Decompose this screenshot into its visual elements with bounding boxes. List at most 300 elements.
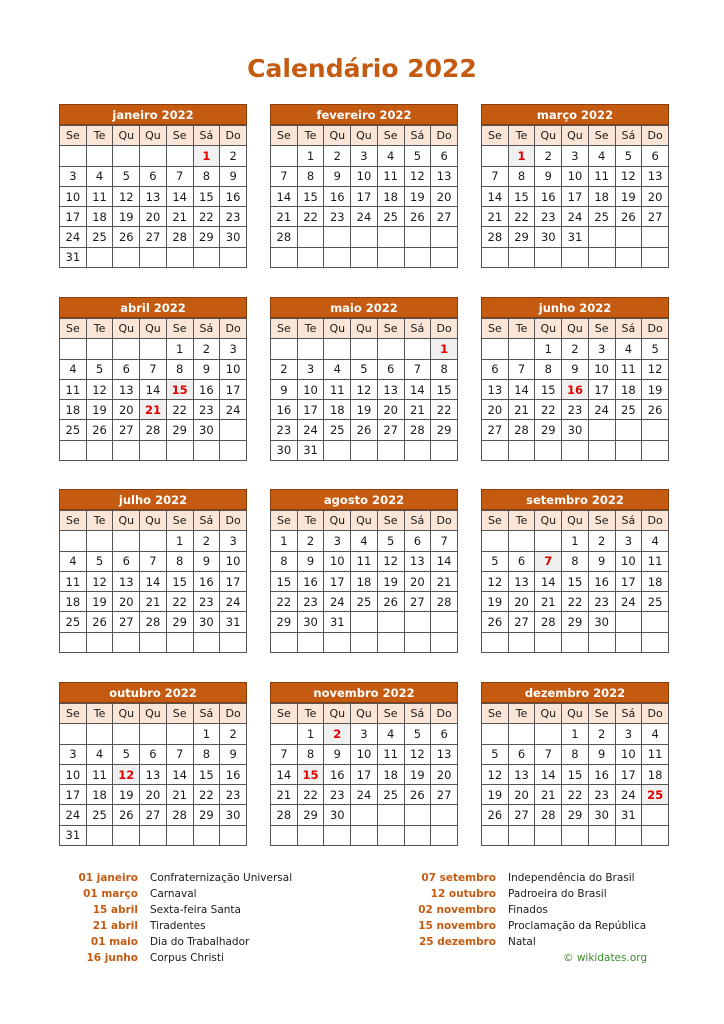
day-cell: 7: [166, 166, 193, 186]
day-cell: 6: [431, 724, 458, 744]
holiday-day-cell: 25: [642, 785, 669, 805]
day-cell: 9: [562, 359, 589, 379]
day-cell: 20: [431, 764, 458, 784]
day-cell: 21: [404, 400, 431, 420]
weekday-header: Te: [297, 704, 324, 724]
day-cell: 11: [377, 166, 404, 186]
weekday-header: Do: [642, 126, 669, 146]
day-cell: 19: [113, 207, 140, 227]
empty-cell: [482, 247, 509, 267]
day-cell: 12: [615, 166, 642, 186]
empty-cell: [351, 612, 378, 632]
empty-cell: [377, 339, 404, 359]
holiday-date: 01 maio: [90, 936, 138, 948]
month-table: [270, 510, 458, 653]
empty-cell: [351, 632, 378, 652]
day-cell: 26: [404, 785, 431, 805]
empty-cell: [615, 632, 642, 652]
holiday-date: 25 dezembro: [419, 936, 496, 948]
day-cell: 26: [642, 400, 669, 420]
holiday-list-left: [38, 870, 292, 966]
weekday-header: Sá: [615, 126, 642, 146]
holiday-day-cell: 1: [431, 339, 458, 359]
day-cell: 9: [588, 744, 615, 764]
day-cell: 10: [351, 166, 378, 186]
day-cell: 25: [324, 420, 351, 440]
day-cell: 13: [508, 764, 535, 784]
empty-cell: [86, 146, 113, 166]
weekday-header: Qu: [351, 126, 378, 146]
day-cell: 28: [431, 592, 458, 612]
month-4: [270, 297, 458, 461]
day-cell: 17: [351, 186, 378, 206]
empty-cell: [271, 825, 298, 845]
day-cell: 18: [324, 400, 351, 420]
day-cell: 23: [588, 592, 615, 612]
empty-cell: [297, 825, 324, 845]
day-cell: 30: [324, 805, 351, 825]
month-title: fevereiro 2022: [270, 104, 458, 125]
day-cell: 8: [297, 744, 324, 764]
weekday-header: Te: [86, 126, 113, 146]
weekday-header: Do: [642, 511, 669, 531]
day-cell: 23: [271, 420, 298, 440]
empty-cell: [351, 247, 378, 267]
day-cell: 16: [588, 764, 615, 784]
day-cell: 11: [642, 551, 669, 571]
day-cell: 10: [562, 166, 589, 186]
day-cell: 14: [508, 379, 535, 399]
day-cell: 2: [193, 531, 220, 551]
day-cell: 3: [60, 744, 87, 764]
weekday-header: Qu: [535, 319, 562, 339]
day-cell: 25: [60, 420, 87, 440]
day-cell: 25: [351, 592, 378, 612]
empty-cell: [535, 724, 562, 744]
weekday-header: Te: [508, 126, 535, 146]
weekday-header: Qu: [351, 319, 378, 339]
day-cell: 10: [60, 186, 87, 206]
empty-cell: [377, 227, 404, 247]
day-cell: 7: [271, 166, 298, 186]
empty-cell: [351, 440, 378, 460]
weekday-header: Qu: [351, 704, 378, 724]
day-cell: 23: [562, 400, 589, 420]
day-cell: 4: [642, 531, 669, 551]
empty-cell: [615, 825, 642, 845]
day-cell: 8: [271, 551, 298, 571]
day-cell: 23: [324, 785, 351, 805]
day-cell: 26: [482, 612, 509, 632]
day-cell: 22: [166, 400, 193, 420]
day-cell: 15: [297, 186, 324, 206]
empty-cell: [60, 724, 87, 744]
day-cell: 3: [220, 339, 247, 359]
empty-cell: [297, 339, 324, 359]
holiday-date: 07 setembro: [421, 872, 496, 884]
holiday-day-cell: 15: [166, 379, 193, 399]
day-cell: 12: [113, 186, 140, 206]
day-cell: 19: [404, 764, 431, 784]
weekday-header: Se: [60, 319, 87, 339]
empty-cell: [140, 339, 167, 359]
empty-cell: [377, 612, 404, 632]
day-cell: 12: [404, 744, 431, 764]
day-cell: 31: [60, 247, 87, 267]
day-cell: 4: [324, 359, 351, 379]
day-cell: 10: [588, 359, 615, 379]
day-cell: 3: [588, 339, 615, 359]
weekday-header: Qu: [113, 319, 140, 339]
day-cell: 31: [297, 440, 324, 460]
empty-cell: [324, 440, 351, 460]
day-cell: 10: [220, 551, 247, 571]
day-cell: 19: [404, 186, 431, 206]
empty-cell: [588, 440, 615, 460]
month-11: [481, 682, 669, 846]
day-cell: 3: [562, 146, 589, 166]
holiday-name: Natal: [508, 936, 536, 948]
holiday-day-cell: 21: [140, 400, 167, 420]
day-cell: 16: [324, 186, 351, 206]
day-cell: 4: [60, 359, 87, 379]
day-cell: 21: [140, 592, 167, 612]
empty-cell: [482, 724, 509, 744]
weekday-header: Qu: [562, 319, 589, 339]
day-cell: 2: [220, 724, 247, 744]
day-cell: 9: [193, 551, 220, 571]
empty-cell: [404, 339, 431, 359]
day-cell: 27: [642, 207, 669, 227]
weekday-header: Do: [431, 319, 458, 339]
empty-cell: [535, 247, 562, 267]
day-cell: 12: [482, 571, 509, 591]
day-cell: 11: [86, 764, 113, 784]
holiday-item: [38, 918, 292, 934]
day-cell: 13: [431, 744, 458, 764]
empty-cell: [220, 247, 247, 267]
day-cell: 15: [508, 186, 535, 206]
empty-cell: [508, 531, 535, 551]
day-cell: 30: [562, 420, 589, 440]
day-cell: 17: [615, 571, 642, 591]
empty-cell: [482, 531, 509, 551]
day-cell: 8: [431, 359, 458, 379]
day-cell: 20: [140, 207, 167, 227]
month-9: [59, 682, 247, 846]
holiday-name: Tiradentes: [150, 920, 206, 932]
day-cell: 6: [404, 531, 431, 551]
empty-cell: [431, 440, 458, 460]
empty-cell: [113, 146, 140, 166]
empty-cell: [113, 632, 140, 652]
day-cell: 4: [615, 339, 642, 359]
day-cell: 17: [220, 379, 247, 399]
weekday-header: Do: [431, 704, 458, 724]
weekday-header: Te: [297, 319, 324, 339]
day-cell: 19: [113, 785, 140, 805]
empty-cell: [642, 247, 669, 267]
day-cell: 6: [431, 146, 458, 166]
day-cell: 11: [615, 359, 642, 379]
month-table: [481, 125, 669, 268]
empty-cell: [642, 825, 669, 845]
empty-cell: [642, 805, 669, 825]
day-cell: 13: [140, 764, 167, 784]
empty-cell: [297, 632, 324, 652]
holiday-day-cell: 1: [193, 146, 220, 166]
empty-cell: [588, 227, 615, 247]
weekday-header: Te: [86, 704, 113, 724]
weekday-header: Se: [377, 126, 404, 146]
day-cell: 25: [60, 612, 87, 632]
empty-cell: [60, 440, 87, 460]
holiday-date: 01 março: [83, 888, 138, 900]
day-cell: 15: [166, 571, 193, 591]
day-cell: 24: [351, 785, 378, 805]
empty-cell: [113, 531, 140, 551]
day-cell: 5: [404, 146, 431, 166]
weekday-header: Se: [377, 511, 404, 531]
day-cell: 3: [615, 531, 642, 551]
empty-cell: [140, 632, 167, 652]
day-cell: 25: [377, 207, 404, 227]
day-cell: 12: [86, 379, 113, 399]
weekday-header: Qu: [324, 319, 351, 339]
day-cell: 8: [193, 744, 220, 764]
day-cell: 20: [113, 400, 140, 420]
weekday-header: Se: [588, 704, 615, 724]
day-cell: 18: [615, 379, 642, 399]
month-title: junho 2022: [481, 297, 669, 318]
day-cell: 9: [271, 379, 298, 399]
holiday-name: Padroeira do Brasil: [508, 888, 607, 900]
day-cell: 10: [615, 744, 642, 764]
day-cell: 8: [535, 359, 562, 379]
holiday-item: [396, 886, 646, 902]
day-cell: 4: [377, 146, 404, 166]
empty-cell: [271, 146, 298, 166]
day-cell: 10: [297, 379, 324, 399]
day-cell: 28: [482, 227, 509, 247]
empty-cell: [220, 420, 247, 440]
weekday-header: Qu: [351, 511, 378, 531]
empty-cell: [324, 339, 351, 359]
holiday-day-cell: 7: [535, 551, 562, 571]
weekday-header: Qu: [562, 511, 589, 531]
empty-cell: [562, 632, 589, 652]
day-cell: 15: [431, 379, 458, 399]
day-cell: 24: [351, 207, 378, 227]
day-cell: 1: [535, 339, 562, 359]
day-cell: 3: [351, 724, 378, 744]
weekday-header: Se: [166, 704, 193, 724]
weekday-header: Se: [60, 511, 87, 531]
empty-cell: [642, 612, 669, 632]
day-cell: 9: [324, 166, 351, 186]
empty-cell: [508, 724, 535, 744]
day-cell: 10: [60, 764, 87, 784]
day-cell: 13: [482, 379, 509, 399]
day-cell: 5: [482, 744, 509, 764]
day-cell: 1: [271, 531, 298, 551]
day-cell: 11: [60, 379, 87, 399]
day-cell: 19: [642, 379, 669, 399]
day-cell: 28: [271, 805, 298, 825]
day-cell: 24: [324, 592, 351, 612]
day-cell: 20: [482, 400, 509, 420]
empty-cell: [351, 227, 378, 247]
empty-cell: [508, 339, 535, 359]
empty-cell: [482, 339, 509, 359]
day-cell: 21: [535, 592, 562, 612]
month-table: [481, 703, 669, 846]
weekday-header: Do: [431, 511, 458, 531]
empty-cell: [113, 825, 140, 845]
day-cell: 4: [86, 744, 113, 764]
day-cell: 19: [86, 400, 113, 420]
day-cell: 16: [271, 400, 298, 420]
month-table: [481, 318, 669, 461]
day-cell: 20: [642, 186, 669, 206]
weekday-header: Do: [642, 319, 669, 339]
holiday-date: 12 outubro: [430, 888, 496, 900]
day-cell: 14: [535, 764, 562, 784]
month-10: [270, 682, 458, 846]
holiday-item: [38, 870, 292, 886]
empty-cell: [166, 247, 193, 267]
empty-cell: [404, 825, 431, 845]
weekday-header: Se: [166, 319, 193, 339]
day-cell: 15: [193, 186, 220, 206]
day-cell: 20: [508, 592, 535, 612]
day-cell: 22: [193, 207, 220, 227]
empty-cell: [508, 247, 535, 267]
day-cell: 7: [404, 359, 431, 379]
weekday-header: Te: [86, 319, 113, 339]
weekday-header: Te: [508, 511, 535, 531]
month-5: [481, 297, 669, 461]
empty-cell: [113, 440, 140, 460]
day-cell: 6: [140, 166, 167, 186]
empty-cell: [482, 632, 509, 652]
day-cell: 16: [588, 571, 615, 591]
holiday-date: 21 abril: [92, 920, 138, 932]
day-cell: 29: [431, 420, 458, 440]
day-cell: 17: [351, 764, 378, 784]
empty-cell: [482, 146, 509, 166]
day-cell: 14: [271, 186, 298, 206]
empty-cell: [220, 632, 247, 652]
day-cell: 16: [220, 186, 247, 206]
empty-cell: [166, 825, 193, 845]
day-cell: 11: [351, 551, 378, 571]
day-cell: 27: [377, 420, 404, 440]
empty-cell: [404, 612, 431, 632]
weekday-header: Se: [60, 126, 87, 146]
day-cell: 7: [271, 744, 298, 764]
day-cell: 28: [271, 227, 298, 247]
day-cell: 2: [297, 531, 324, 551]
day-cell: 10: [324, 551, 351, 571]
day-cell: 20: [113, 592, 140, 612]
day-cell: 26: [86, 420, 113, 440]
holiday-date: 15 novembro: [418, 920, 496, 932]
day-cell: 28: [166, 227, 193, 247]
empty-cell: [431, 825, 458, 845]
day-cell: 12: [86, 571, 113, 591]
empty-cell: [351, 805, 378, 825]
day-cell: 12: [642, 359, 669, 379]
empty-cell: [193, 632, 220, 652]
day-cell: 14: [166, 186, 193, 206]
day-cell: 31: [220, 612, 247, 632]
day-cell: 2: [588, 531, 615, 551]
day-cell: 24: [588, 400, 615, 420]
weekday-header: Te: [297, 511, 324, 531]
empty-cell: [535, 632, 562, 652]
day-cell: 18: [60, 592, 87, 612]
day-cell: 18: [377, 186, 404, 206]
day-cell: 21: [271, 207, 298, 227]
day-cell: 18: [86, 207, 113, 227]
day-cell: 31: [615, 805, 642, 825]
empty-cell: [86, 339, 113, 359]
month-1: [270, 104, 458, 268]
empty-cell: [271, 247, 298, 267]
day-cell: 5: [351, 359, 378, 379]
day-cell: 24: [60, 805, 87, 825]
day-cell: 11: [642, 744, 669, 764]
day-cell: 14: [140, 379, 167, 399]
day-cell: 29: [562, 612, 589, 632]
day-cell: 4: [351, 531, 378, 551]
day-cell: 24: [220, 400, 247, 420]
holiday-date: 15 abril: [92, 904, 138, 916]
month-6: [59, 489, 247, 653]
day-cell: 28: [535, 805, 562, 825]
day-cell: 31: [562, 227, 589, 247]
empty-cell: [482, 825, 509, 845]
day-cell: 18: [377, 764, 404, 784]
day-cell: 13: [113, 379, 140, 399]
day-cell: 29: [166, 612, 193, 632]
day-cell: 26: [351, 420, 378, 440]
weekday-header: Do: [431, 126, 458, 146]
empty-cell: [535, 825, 562, 845]
empty-cell: [113, 724, 140, 744]
empty-cell: [404, 440, 431, 460]
day-cell: 6: [113, 551, 140, 571]
day-cell: 20: [431, 186, 458, 206]
day-cell: 3: [297, 359, 324, 379]
day-cell: 2: [324, 146, 351, 166]
day-cell: 14: [166, 764, 193, 784]
day-cell: 8: [562, 551, 589, 571]
holiday-name: Carnaval: [150, 888, 197, 900]
holiday-name: Confraternização Universal: [150, 872, 293, 884]
day-cell: 14: [431, 551, 458, 571]
day-cell: 10: [220, 359, 247, 379]
weekday-header: Se: [271, 511, 298, 531]
empty-cell: [588, 632, 615, 652]
month-table: [270, 125, 458, 268]
weekday-header: Qu: [140, 704, 167, 724]
empty-cell: [615, 247, 642, 267]
weekday-header: Sá: [615, 704, 642, 724]
day-cell: 2: [535, 146, 562, 166]
day-cell: 9: [324, 744, 351, 764]
